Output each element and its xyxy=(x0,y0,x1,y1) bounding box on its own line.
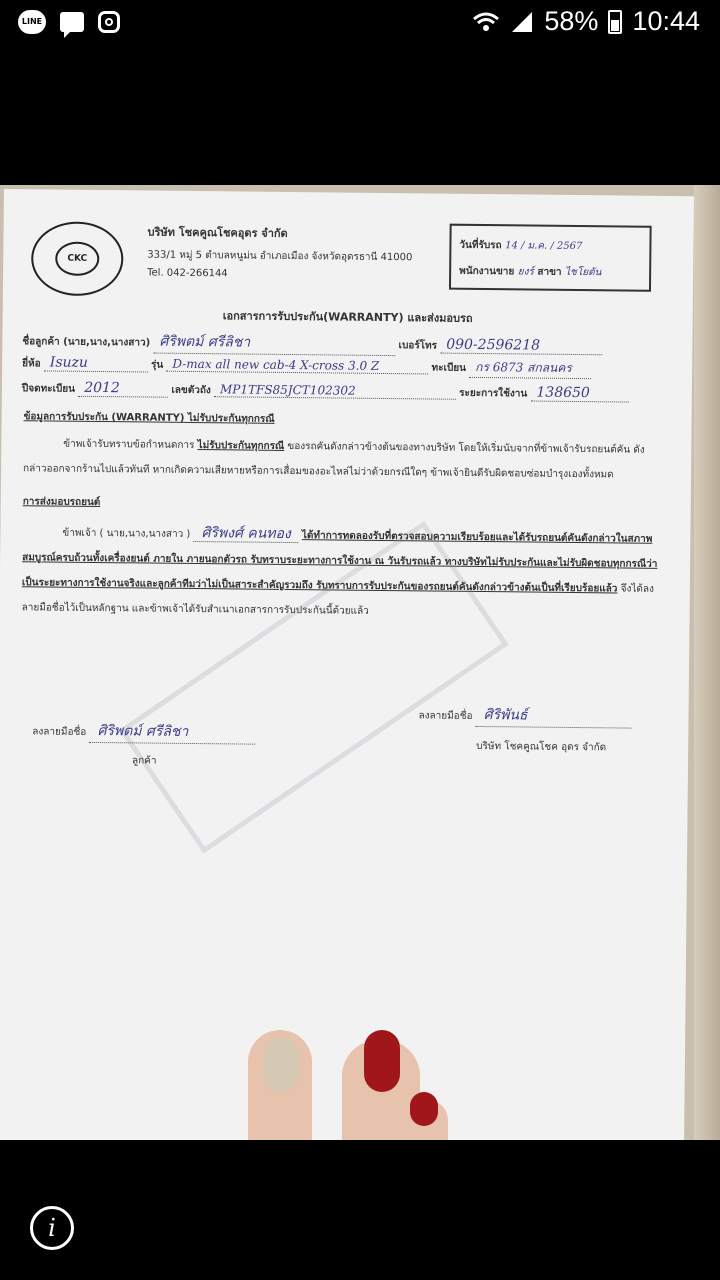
company-name: บริษัท โชคคูณโชคอุดร จำกัด xyxy=(147,225,288,240)
warranty-heading xyxy=(24,409,275,427)
reg-year-label: ปีจดทะเบียน xyxy=(21,383,76,395)
clock: 10:44 xyxy=(632,6,700,36)
delivery-heading: การส่งมอบรถยนต์ xyxy=(22,496,101,509)
plate-label: ทะเบียน xyxy=(431,362,467,374)
mileage-label: ระยะการใช้งาน xyxy=(459,387,528,400)
para1-c: ของรถคันดังกล่าวข้างต้นของทางบริษัท โดยให้เริ่มนับจากที่ข้าพเจ้ารับรถยนต์คัน ดังกล่าวออกจากร้านไปแล้วทันที หากเกิดความเสียหายหรือการเสื่อมของอะไหล่ไม่ว่าด้วยกรณีใดๆ ข้าพเจ้ายินดีรับผิดชอบซ่อมบำรุงเองทั้งหมด xyxy=(23,440,645,481)
wifi-icon xyxy=(472,11,500,33)
warranty-paragraph xyxy=(23,431,663,488)
registration-row xyxy=(22,379,629,402)
chassis-label: เลขตัวถัง xyxy=(171,384,211,397)
company-caption: บริษัท โชคคูณโชค อุดร จำกัด xyxy=(476,740,607,754)
company-logo xyxy=(31,221,124,296)
customer-signature xyxy=(32,719,256,769)
document-title: เอกสารการรับประกัน(WARRANTY) และส่งมอบรถ xyxy=(222,309,473,325)
salesperson-label: พนักงานขาย xyxy=(459,265,515,278)
brand-value: Isuzu xyxy=(44,354,148,372)
company-sign-value: ศิริพันธ์ xyxy=(476,704,632,729)
red-nail-small xyxy=(410,1092,438,1126)
logo-text: CKC xyxy=(55,242,99,276)
para2-a: ข้าพเจ้า ( นาย,นาง,นางสาว ) xyxy=(62,527,191,540)
warranty-document xyxy=(0,189,694,1140)
warranty-heading-text: ข้อมูลการรับประกัน (WARRANTY) xyxy=(23,411,185,424)
finger-right xyxy=(404,1100,448,1140)
phone-label: เบอร์โทร xyxy=(398,340,438,352)
line-icon: LINE xyxy=(18,10,46,34)
para1-a: ข้าพเจ้ารับทราบข้อกำหนดการ xyxy=(63,438,195,452)
paper xyxy=(0,189,694,1140)
glitter-nail xyxy=(264,1038,298,1092)
notification-icons xyxy=(18,10,120,34)
branch-label: สาขา xyxy=(537,266,562,278)
customer-sign-label: ลงลายมือชื่อ xyxy=(32,726,87,738)
company-signature xyxy=(418,703,632,755)
mileage-value: 138650 xyxy=(530,385,628,403)
salesperson-value: ยงร์ xyxy=(517,266,534,278)
reg-year-value: 2012 xyxy=(78,380,168,398)
customer-name-value: ศิริพตม์ ศรีลิชา xyxy=(153,331,395,357)
receive-date-value: 14 / ม.ค. / 2567 xyxy=(505,240,583,253)
instagram-icon xyxy=(98,11,120,33)
para2-c: จึงได้ลงลายมือชื่อไว้เป็นหลักฐาน และข้าพเจ้าได้รับสำเนาเอกสารการรับประกันนี้ด้วยแล้ว xyxy=(21,583,654,617)
system-status xyxy=(472,6,700,37)
info-button[interactable]: i xyxy=(30,1206,74,1250)
company-tel: Tel. 042-266144 xyxy=(147,267,228,280)
receive-date-row xyxy=(459,238,582,254)
para2-b: ได้ทำการทดลองรับที่ตรวจสอบความเรียบร้อยและได้รับรถยนต์คันดังกล่าวในสภาพสมบูรณ์ครบถ้วนทั้งเครื่องยนต์ ภายใน ภายนอกตัวรถ รับทราบระยะทางการใช้งาน ณ วันรับรถแล้ว ทางบริษัทไม่รับประกันและไม่รับผิดชอบทุกกรณีว่าเป็นระยะทางการใช้งานจริงและลูกค้าทีมว่าไม่เป็นสาระสำคัญรวมถึง รับทราบการรับประกันของรถยนต์คันดังกล่าวข้างต้นเป็นที่เรียบร้อยแล้ว xyxy=(21,530,658,595)
branch-value: ไชโยตัน xyxy=(564,266,602,279)
photo[interactable] xyxy=(0,185,720,1140)
para2-name: ศิริพงศ์ คนทอง xyxy=(193,525,298,543)
model-label: รุ่น xyxy=(150,359,164,371)
warranty-heading-tail: ไม่รับประกันทุกกรณี xyxy=(187,412,275,425)
model-value: D-max all new cab-4 X-cross 3.0 Z xyxy=(166,357,428,375)
chassis-value: MP1TFS85JCT102302 xyxy=(214,382,456,400)
finger-left xyxy=(248,1030,312,1140)
para1-b: ไม่รับประกันทุกกรณี xyxy=(197,440,285,452)
background-edge xyxy=(694,185,720,1140)
customer-caption: ลูกค้า xyxy=(131,755,157,767)
battery-icon xyxy=(608,10,622,34)
customer-name-label: ชื่อลูกค้า (นาย,นาง,นางสาว) xyxy=(22,336,151,349)
company-address: 333/1 หมู่ 5 ตำบลหนูม่น อำเภอเมือง จังหวัดอุดรธานี 41000 xyxy=(147,249,413,264)
company-sign-label: ลงลายมือชื่อ xyxy=(418,710,473,722)
status-bar xyxy=(0,0,720,48)
receive-box xyxy=(449,224,652,292)
brand-label: ยี่ห้อ xyxy=(22,358,41,370)
customer-sign-value: ศิริพตม์ ศรีลิชา xyxy=(89,720,255,745)
chat-icon xyxy=(60,12,84,32)
red-nail xyxy=(364,1030,400,1092)
salesperson-row xyxy=(459,264,601,280)
plate-value: กร 6873 สกลนคร xyxy=(469,358,591,379)
receive-date-label: วันที่รับรถ xyxy=(459,239,502,252)
phone-value: 090-2596218 xyxy=(440,337,602,356)
signal-icon xyxy=(510,10,534,34)
battery-percent: 58% xyxy=(544,6,599,36)
